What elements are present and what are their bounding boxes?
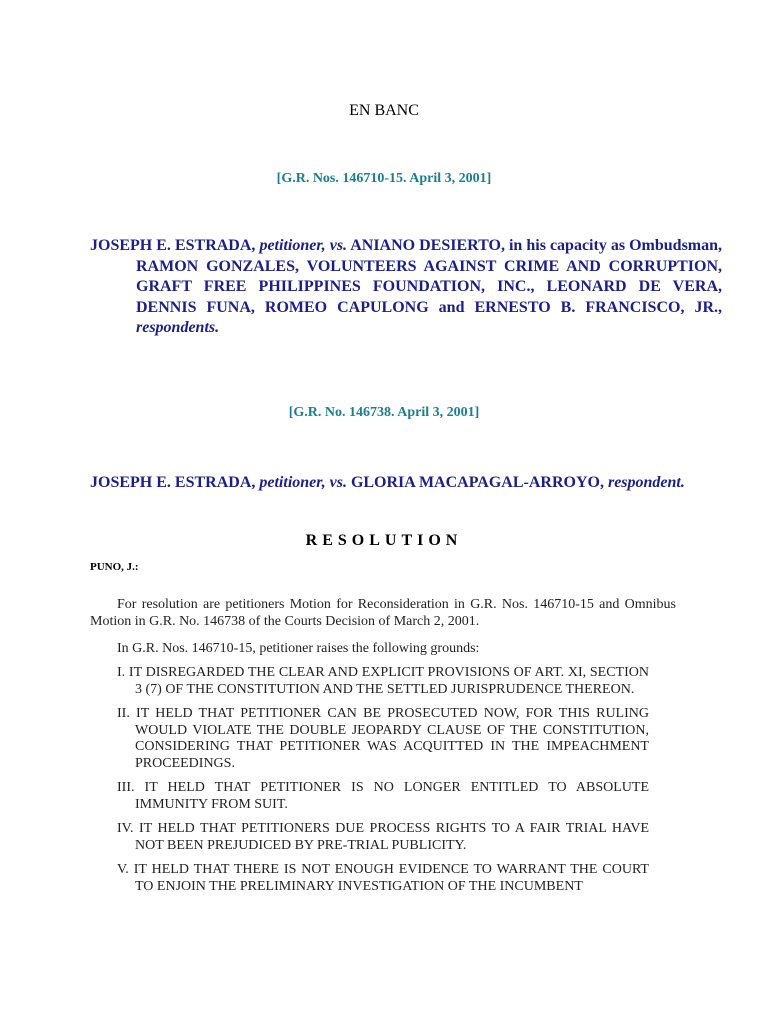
gr-number-1: [G.R. Nos. 146710-15. April 3, 2001] [276,171,492,186]
respondents-role-1: respondents. [136,319,220,336]
ground-item: III. IT HELD THAT PETITIONER IS NO LONGER ENTITLED TO ABSOLUTE IMMUNITY FROM SUIT. [117,780,649,812]
gr-number-2: [G.R. No. 146738. April 3, 2001] [288,405,480,420]
grounds-list [117,665,649,903]
petitioner-name-1: JOSEPH E. ESTRADA, [90,237,256,254]
petitioner-role-2: petitioner, [259,474,326,491]
petitioner-role-1: petitioner, [259,237,326,254]
resolution-heading: RESOLUTION [305,532,463,549]
versus-1: vs. [329,237,348,254]
respondent-name-2: GLORIA MACAPAGAL-ARROYO, [350,474,604,491]
ground-item: V. IT HELD THAT THERE IS NOT ENOUGH EVIDENCE TO WARRANT THE COURT TO ENJOIN THE PRELIMINARY INVESTIGATION OF THE INCUMBENT [117,862,649,894]
paragraph-1: For resolution are petitioners Motion for Reconsideration in G.R. Nos. 146710-15 and Omnibus Motion in G.R. No. 146738 of the Courts Decision of March 2, 2001. [90,597,676,629]
ground-item: IV. IT HELD THAT PETITIONERS DUE PROCESS RIGHTS TO A FAIR TRIAL HAVE NOT BEEN PREJUDICED BY PRE-TRIAL PUBLICITY. [117,821,649,853]
paragraph-2: In G.R. Nos. 146710-15, petitioner raises the following grounds: [117,641,480,656]
respondent-role-2: respondent. [607,474,685,491]
respondents-names-1: ANIANO DESIERTO, in his capacity as Ombudsman, RAMON GONZALES, VOLUNTEERS AGAINST CRIME AND CORRUPTION, GRAFT FREE PHILIPPINES FOUNDATION, INC., LEONARD DE VERA, DENNIS FUNA, ROMEO CAPULONG and ERNESTO B. FRANCISCO, JR., [136,237,723,316]
ponente: PUNO, J.: [90,561,139,573]
petitioner-name-2: JOSEPH E. ESTRADA, [90,474,256,491]
case-caption-2 [90,473,722,494]
ground-item: II. IT HELD THAT PETITIONER CAN BE PROSECUTED NOW, FOR THIS RULING WOULD VIOLATE THE DOUBLE JEOPARDY CLAUSE OF THE CONSTITUTION, CONSIDERING THAT PETITIONER WAS ACQUITTED IN THE IMPEACHMENT PROCEEDINGS. [117,706,649,771]
case-caption-1 [90,236,722,339]
ground-item: I. IT DISREGARDED THE CLEAR AND EXPLICIT PROVISIONS OF ART. XI, SECTION 3 (7) OF THE CONSTITUTION AND THE SETTLED JURISPRUDENCE THEREON. [117,665,649,697]
versus-2: vs. [329,474,347,491]
court-division: EN BANC [349,102,419,119]
